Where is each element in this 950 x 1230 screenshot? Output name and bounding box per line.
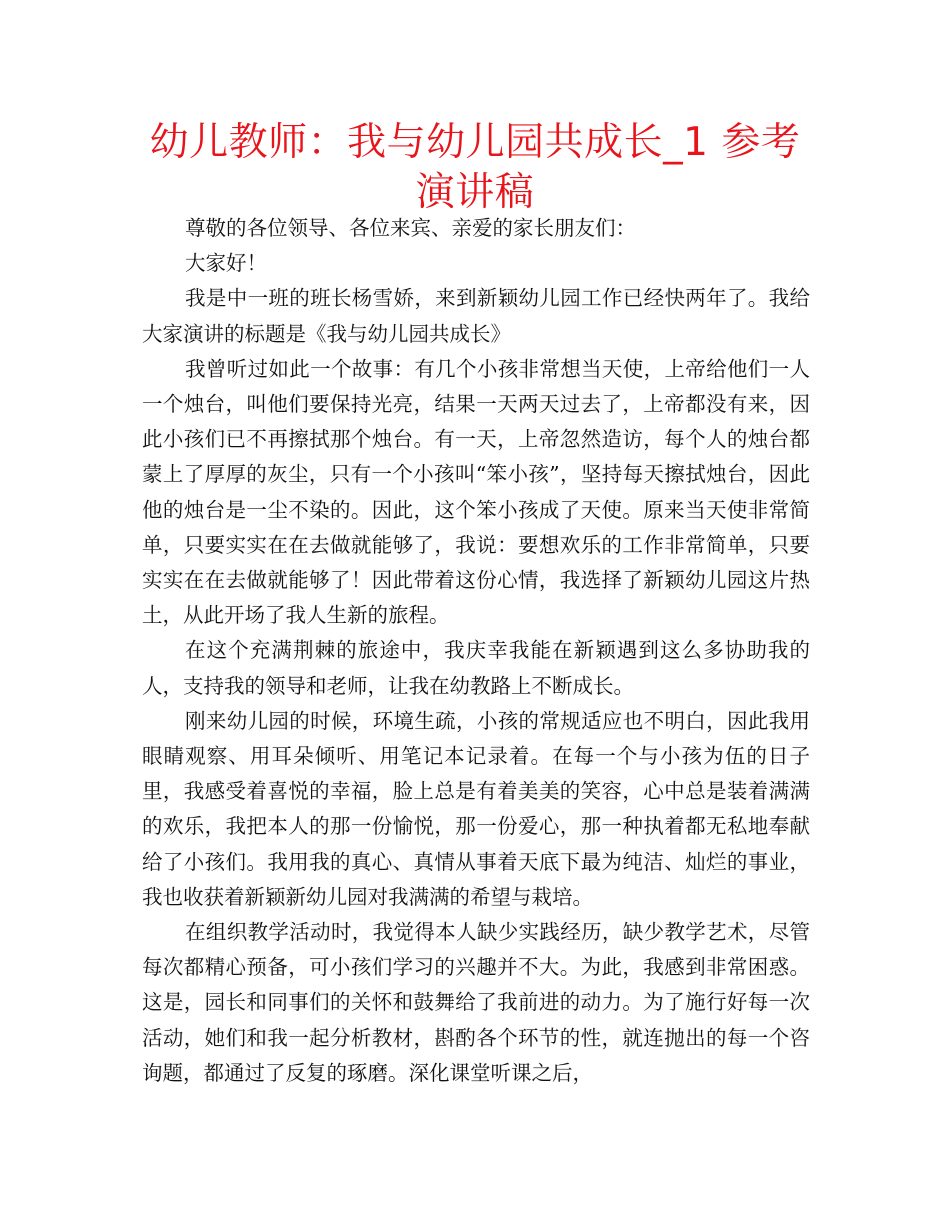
paragraph-gratitude: 在这个充满荆棘的旅途中，我庆幸我能在新颖遇到这么多协助我的人，支持我的领导和老师，让我在幼教路上不断成长。 (142, 638, 810, 698)
paragraph-early-days: 刚来幼儿园的时候，环境生疏，小孩的常规适应也不明白，因此我用眼睛观察、用耳朵倾听、用笔记本记录着。在每一个与小孩为伍的日子里，我感受着喜悦的幸福，脸上总是有着美美的笑容，心中总是装着满满的欢乐，我把本人的那一份愉悦，那一份爱心，那一种执着都无私地奉献给了小孩们。我用我的真心、真情从事着天底下最为纯洁、灿烂的事业，我也收获着新颖新幼儿园对我满满的希望与栽培。 (142, 708, 810, 909)
document-body (142, 211, 810, 1091)
paragraph-introduction: 我是中一班的班长杨雪娇，来到新颖幼儿园工作已经快两年了。我给大家演讲的标题是《我与幼儿园共成长》 (142, 286, 810, 346)
paragraph-story: 我曾听过如此一个故事：有几个小孩非常想当天使，上帝给他们一人一个烛台，叫他们要保持光亮，结果一天两天过去了，上帝都没有来，因此小孩们已不再擦拭那个烛台。有一天，上帝忽然造访，每个人的烛台都蒙上了厚厚的灰尘，只有一个小孩叫“笨小孩”，坚持每天擦拭烛台，因此他的烛台是一尘不染的。因此，这个笨小孩成了天使。原来当天使非常简单，只要实实在在去做就能够了，我说：要想欢乐的工作非常简单，只要实实在在去做就能够了！因此带着这份心情，我选择了新颖幼儿园这片热土，从此开场了我人生新的旅程。 (142, 356, 810, 628)
paragraph-teaching: 在组织教学活动时，我觉得本人缺少实践经历，缺少教学艺术，尽管每次都精心预备，可小孩们学习的兴趣并不大。为此，我感到非常困惑。这是，园长和同事们的关怀和鼓舞给了我前进的动力。为了施行好每一次活动，她们和我一起分析教材，斟酌各个环节的性，就连抛出的每一个咨询题，都通过了反复的琢磨。深化课堂听课之后， (142, 920, 810, 1085)
document-title: 幼儿教师：我与幼儿园共成长_1 参考演讲稿 (149, 120, 801, 215)
paragraph-salutation: 尊敬的各位领导、各位来宾、亲爱的家长朋友们： (185, 216, 637, 240)
paragraph-greeting: 大家好！ (185, 251, 268, 276)
